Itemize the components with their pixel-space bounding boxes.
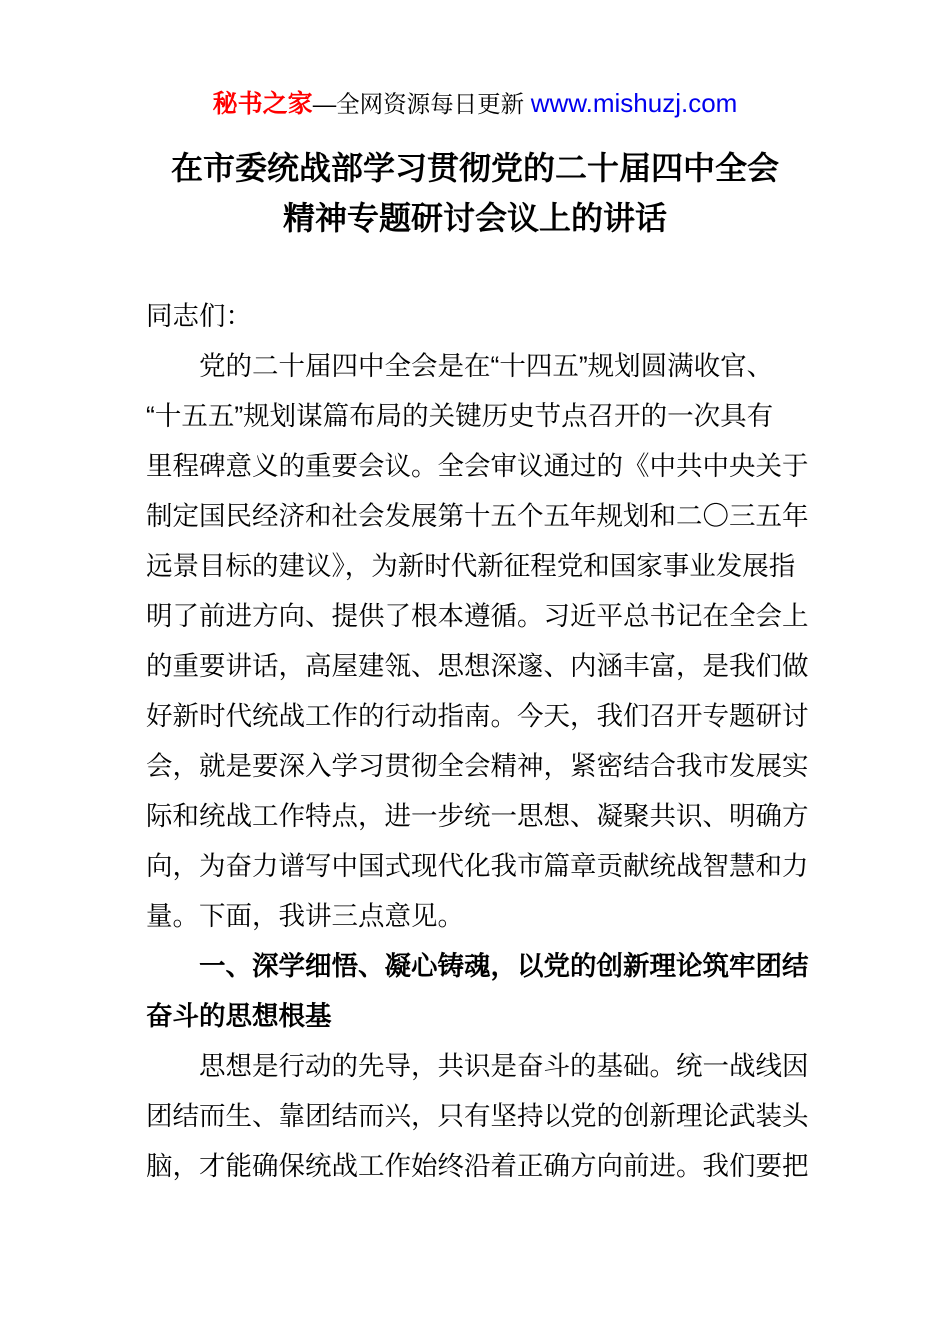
document-body: [146, 291, 816, 1191]
text-line: “十五五”规划谋篇布局的关键历史节点召开的一次具有: [146, 401, 774, 431]
text-line: 里程碑意义的重要会议。全会审议通过的《中共中央关于: [146, 451, 809, 481]
document-title-line-2: 精神专题研讨会议上的讲话: [282, 200, 667, 236]
text-line: 一、深学细悟、凝心铸魂，以党的创新理论筑牢团结: [199, 951, 809, 981]
site-brand-text: 秘书之家: [212, 90, 313, 118]
text-line: 思想是行动的先导，共识是奋斗的基础。统一战线因: [199, 1051, 809, 1081]
site-header-line: [0, 85, 950, 121]
text-line: 会，就是要深入学习贯彻全会精神，紧密结合我市发展实: [146, 751, 809, 781]
text-line: 好新时代统战工作的行动指南。今天，我们召开专题研讨: [146, 701, 809, 731]
site-url-link[interactable]: www.mishuzj.com: [530, 88, 738, 118]
site-tagline-text: —全网资源每日更新: [312, 91, 531, 117]
document-title-line-1: 在市委统战部学习贯彻党的二十届四中全会: [170, 150, 779, 186]
text-line: 脑，才能确保统战工作始终沿着正确方向前进。我们要把: [146, 1151, 809, 1181]
text-line: 奋斗的思想根基: [146, 1001, 332, 1031]
text-line: 党的二十届四中全会是在“十四五”规划圆满收官、: [199, 351, 774, 381]
text-line: 制定国民经济和社会发展第十五个五年规划和二〇三五年: [146, 501, 809, 531]
text-line: 明了前进方向、提供了根本遵循。习近平总书记在全会上: [146, 601, 809, 631]
text-line: 向，为奋力谱写中国式现代化我市篇章贡献统战智慧和力: [146, 851, 809, 881]
text-line: 团结而生、靠团结而兴，只有坚持以党的创新理论武装头: [146, 1101, 809, 1131]
text-line: 远景目标的建议》，为新时代新征程党和国家事业发展指: [146, 551, 796, 581]
text-line: 量。下面，我讲三点意见。: [146, 901, 464, 931]
text-line: 的重要讲话，高屋建瓴、思想深邃、内涵丰富，是我们做: [146, 651, 809, 681]
text-line: 同志们：: [146, 301, 252, 331]
text-line: 际和统战工作特点，进一步统一思想、凝聚共识、明确方: [146, 801, 809, 831]
